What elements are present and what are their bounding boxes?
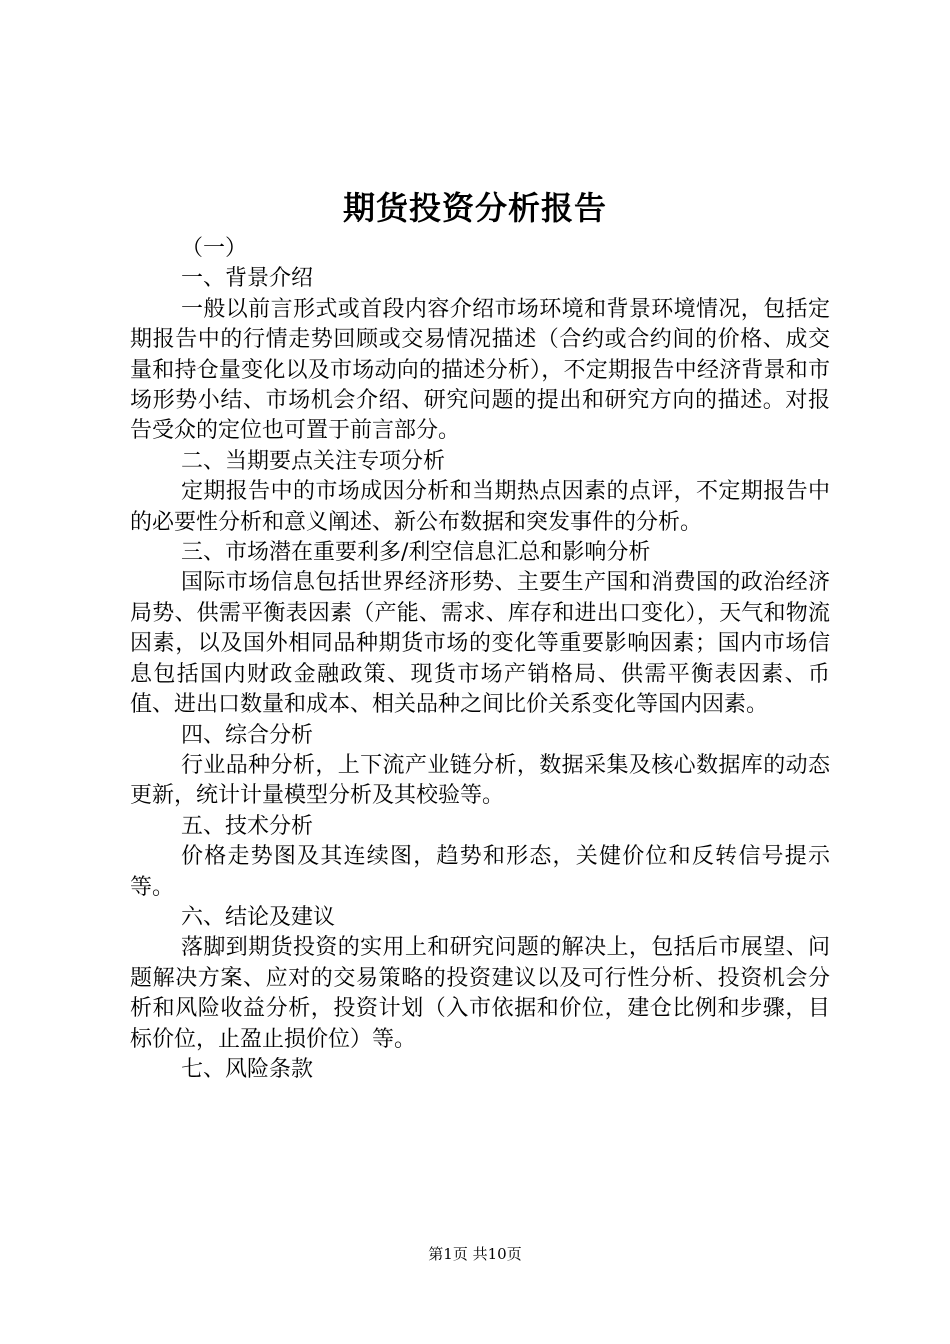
section-paragraph-4: 行业品种分析，上下流产业链分析，数据采集及核心数据库的动态更新，统计计量模型分析及其校验等。: [130, 752, 830, 809]
section-heading-1: 一、背景介绍: [181, 266, 314, 292]
page-title: 期货投资分析报告: [342, 189, 607, 227]
section-paragraph-2: 定期报告中的市场成因分析和当期热点因素的点评，不定期报告中的必要性分析和意义阐述、新公布数据和突发事件的分析。: [130, 479, 830, 535]
section-heading-4: 四、综合分析: [181, 722, 314, 748]
section-heading-2: 二、当期要点关注专项分析: [181, 448, 446, 474]
section-paragraph-5: 价格走势图及其连续图，趋势和形态，关健价位和反转信号提示等。: [130, 844, 830, 900]
section-paragraph-6: 落脚到期货投资的实用上和研究问题的解决上，包括后市展望、问题解决方案、应对的交易策略的投资建议以及可行性分析、投资机会分析和风险收益分析，投资计划（入市依据和价位，建仓比例和步骤，目标价位，止盈止损价位）等。: [130, 935, 830, 1052]
part-label: （一）: [181, 236, 248, 261]
section-paragraph-1: 一般以前言形式或首段内容介绍市场环境和背景环境情况，包括定期报告中的行情走势回顾或交易情况描述（合约或合约间的价格、成交量和持仓量变化以及市场动向的描述分析），不定期报告中经济背景和市场形势小结、市场机会介绍、研究问题的提出和研究方向的描述。对报告受众的定位也可置于前言部分。: [130, 296, 830, 444]
section-heading-6: 六、结论及建议: [181, 904, 336, 930]
section-heading-3: 三、市场潜在重要利多/利空信息汇总和影响分析: [181, 540, 651, 566]
section-paragraph-3: 国际市场信息包括世界经济形势、主要生产国和消费国的政治经济局势、供需平衡表因素（产能、需求、库存和进出口变化），天气和物流因素，以及国外相同品种期货市场的变化等重要影响因素；国内市场信息包括国内财政金融政策、现货市场产销格局、供需平衡表因素、币值、进出口数量和成本、相关品种之间比价关系变化等国内因素。: [130, 570, 830, 718]
document-body: [130, 234, 830, 1085]
section-heading-5: 五、技术分析: [181, 813, 314, 839]
page-footer: 第1页 共10页: [428, 1245, 522, 1263]
section-heading-7: 七、风险条款: [181, 1056, 314, 1082]
